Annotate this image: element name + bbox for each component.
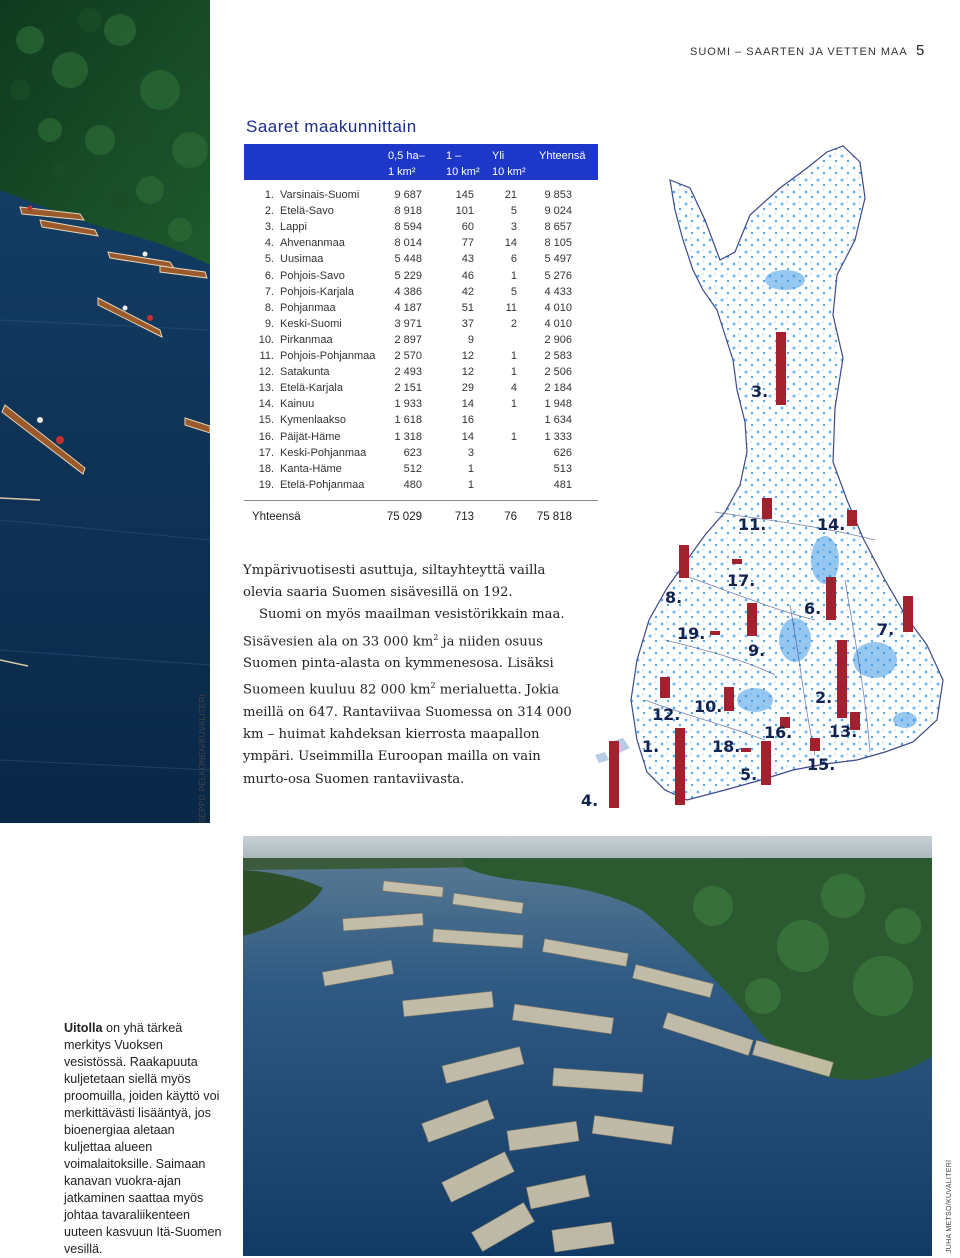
region-label: 18. — [712, 737, 741, 756]
row-number: 9. — [264, 317, 274, 330]
table-cell: 1 933 — [394, 398, 422, 411]
region-label: 1. — [642, 737, 660, 756]
bar-region-18 — [741, 748, 751, 752]
region-label: 11. — [738, 515, 767, 534]
region-label: 16. — [764, 723, 793, 742]
region-name: Pohjanmaa — [280, 301, 336, 314]
table-row — [244, 253, 598, 269]
table-cell: 1 — [510, 398, 517, 411]
table-cell: 6 — [510, 253, 517, 266]
bar-region-1 — [675, 728, 685, 805]
table-cell: 51 — [461, 301, 474, 314]
row-number: 2. — [264, 205, 274, 218]
bar-region-17 — [732, 559, 742, 564]
table-cell: 101 — [455, 205, 474, 218]
table-row — [244, 205, 598, 221]
region-label: 19. — [677, 624, 706, 643]
table-cell: 1 — [510, 430, 517, 443]
region-name: Uusimaa — [280, 253, 324, 266]
bar-region-10 — [724, 687, 734, 711]
table-cell: 8 918 — [394, 205, 422, 218]
table-cell: 42 — [461, 285, 474, 298]
column-header: Yhteensä — [539, 150, 586, 162]
table-row — [244, 463, 598, 479]
region-label: 3. — [751, 382, 769, 401]
bar-region-19 — [710, 631, 720, 635]
bar-region-3 — [776, 332, 786, 405]
table-row — [244, 189, 598, 205]
table-cell: 1 948 — [544, 398, 572, 411]
region-name: Kainuu — [280, 398, 315, 411]
table-cell: 8 014 — [394, 237, 422, 250]
table-cell: 5 229 — [394, 269, 422, 282]
region-name: Keski-Suomi — [280, 317, 342, 330]
bar-region-2 — [837, 640, 847, 718]
row-number: 18. — [258, 462, 274, 475]
total-cell: 76 — [504, 511, 517, 523]
region-name: Pohjois-Karjala — [280, 285, 354, 298]
table-cell: 4 — [510, 382, 517, 395]
region-label: 13. — [829, 722, 858, 741]
region-label: 12. — [652, 705, 681, 724]
body-paragraph: Ympärivuotisesti asuttuja, siltayhteyttä vailla olevia saaria Suomen sisävesillä on 192. — [243, 563, 546, 601]
region-label: 6. — [804, 599, 822, 618]
table-cell: 513 — [553, 462, 572, 475]
bar-region-4 — [609, 741, 619, 808]
table-cell: 2 570 — [394, 350, 422, 362]
table-cell: 9 853 — [544, 189, 572, 201]
photo-credit-left: SEPPO PELKONEN/KUVALITERI — [198, 693, 207, 823]
row-number: 3. — [264, 221, 274, 234]
table-cell: 46 — [461, 269, 474, 282]
table-cell: 2 184 — [544, 382, 572, 395]
table-header — [244, 144, 598, 180]
table-row — [244, 479, 598, 495]
table-cell: 481 — [553, 478, 572, 491]
table-cell: 4 386 — [394, 285, 422, 298]
table-cell: 8 594 — [394, 221, 422, 234]
region-label: 7. — [877, 620, 895, 639]
table-cell: 623 — [403, 446, 422, 459]
table-row — [244, 270, 598, 286]
region-label: 5. — [740, 765, 758, 784]
table-cell: 5 — [510, 205, 517, 218]
table-cell: 1 — [467, 462, 474, 475]
row-number: 12. — [258, 366, 274, 379]
region-name: Etelä-Savo — [280, 205, 334, 218]
region-name: Etelä-Karjala — [280, 382, 343, 395]
table-cell: 1 — [510, 366, 517, 379]
region-label: 14. — [817, 515, 846, 534]
table-cell: 9 — [467, 333, 474, 346]
row-number: 15. — [258, 414, 274, 427]
table-cell: 1 618 — [394, 414, 422, 427]
row-number: 4. — [264, 237, 274, 250]
region-name: Kanta-Häme — [280, 462, 342, 475]
region-name: Varsinais-Suomi — [280, 189, 360, 201]
table-cell: 12 — [461, 366, 474, 379]
table-cell: 3 — [467, 446, 474, 459]
table-cell: 1 333 — [544, 430, 572, 443]
table-row — [244, 350, 598, 366]
total-label: Yhteensä — [252, 511, 301, 523]
bar-region-8 — [679, 545, 689, 578]
table-cell: 9 687 — [394, 189, 422, 201]
table-cell: 43 — [461, 253, 474, 266]
table-cell: 4 010 — [544, 301, 572, 314]
photo-credit-bottom: JUHA METSO/KUVALITERI — [946, 1159, 953, 1253]
row-number: 14. — [258, 398, 274, 411]
row-number: 8. — [264, 301, 274, 314]
row-number: 16. — [258, 430, 274, 443]
table-cell: 2 — [510, 317, 517, 330]
table-cell: 12 — [461, 350, 474, 362]
column-header: 1 – 10 km² — [446, 150, 480, 178]
bar-region-14 — [847, 510, 857, 526]
table-row — [244, 447, 598, 463]
table-cell: 8 657 — [544, 221, 572, 234]
table-cell: 60 — [461, 221, 474, 234]
table-row — [244, 286, 598, 302]
table-cell: 77 — [461, 237, 474, 250]
table-cell: 3 — [510, 221, 517, 234]
table-cell: 29 — [461, 382, 474, 395]
photo-caption: Uitolla on yhä tärkeä merkitys Vuoksen vesistössä. Raakapuuta kuljetetaan siellä myös proomuilla, joiden käyttö voi merkittävästi lisääntyä, jos bioenergiaa aletaan kuljettaa alueen voimalaitoksille. Saimaan kanavan vuokra-ajan jatkaminen saattaa myös johtaa tavaraliikenteen uuteen kasvuun Itä-Suomen vesillä. — [64, 1021, 222, 1256]
rowing-boats-photo — [0, 0, 210, 823]
row-number: 13. — [258, 382, 274, 395]
table-cell: 512 — [403, 462, 422, 475]
region-label: 15. — [807, 755, 836, 774]
row-number: 5. — [264, 253, 274, 266]
total-cell: 75 029 — [386, 511, 422, 523]
table-cell: 1 634 — [544, 414, 572, 427]
table-cell: 3 971 — [394, 317, 422, 330]
region-name: Keski-Pohjanmaa — [280, 446, 367, 459]
table-cell: 21 — [504, 189, 517, 201]
table-row — [244, 237, 598, 253]
body-paragraph: Suomi on myös maailman vesistörikkain maa. Sisävesien ala on 33 000 $km^2$ ja niiden osuus Suomen pinta-alasta on kymmenesosa. Lisäksi Suomeen kuuluu 82 000 $km^2$ merialuetta. Jokia meillä on 647. Rantaviivaa Suomessa on 314 000 km – huimat kahdeksan kierrosta maapallon ympäri. Useimmilla Euroopan mailla on vain murto-osa Suomen rantaviivasta. — [243, 607, 572, 787]
region-name: Etelä-Pohjanmaa — [280, 478, 365, 491]
region-label: 8. — [665, 588, 683, 607]
column-header: 0,5 ha– 1 km² — [388, 150, 425, 178]
table-cell: 2 493 — [394, 366, 422, 379]
table-cell: 2 897 — [394, 333, 422, 346]
table-cell: 2 583 — [544, 350, 572, 362]
region-label: 17. — [727, 571, 756, 590]
total-cell: 75 818 — [536, 511, 572, 523]
table-cell: 4 187 — [394, 301, 422, 314]
region-label: 10. — [694, 697, 723, 716]
body-text — [243, 560, 583, 791]
table-cell: 480 — [403, 478, 422, 491]
table-cell: 14 — [461, 398, 474, 411]
region-label: 2. — [815, 688, 833, 707]
table-title: Saaret maakunnittain — [246, 117, 417, 136]
region-name: Päijät-Häme — [280, 430, 341, 443]
row-number: 7. — [264, 285, 274, 298]
table-cell: 2 506 — [544, 366, 572, 379]
table-total-row — [244, 511, 598, 527]
table-cell: 626 — [553, 446, 572, 459]
table-cell: 2 151 — [394, 382, 422, 395]
table-cell: 145 — [455, 189, 474, 201]
finland-water-map — [575, 140, 960, 820]
bar-region-6 — [826, 577, 836, 620]
table-cell: 5 276 — [544, 269, 572, 282]
column-header: Yli 10 km² — [492, 150, 526, 178]
row-number: 10. — [258, 333, 274, 346]
table-cell: 4 433 — [544, 285, 572, 298]
row-number: 1. — [264, 189, 274, 201]
table-row — [244, 431, 598, 447]
table-row — [244, 318, 598, 334]
row-number: 19. — [258, 478, 274, 491]
region-name: Kymenlaakso — [280, 414, 347, 427]
bar-region-7 — [903, 596, 913, 632]
log-rafts-photo — [243, 836, 932, 1256]
table-cell: 16 — [461, 414, 474, 427]
region-name: Pirkanmaa — [280, 333, 333, 346]
table-cell: 5 448 — [394, 253, 422, 266]
table-cell: 2 906 — [544, 333, 572, 346]
region-name: Pohjois-Pohjanmaa — [280, 350, 376, 362]
region-label: 9. — [748, 641, 766, 660]
running-head: SUOMI – SAARTEN JA VETTEN MAA — [690, 46, 908, 58]
table-divider — [244, 500, 598, 501]
table-row — [244, 221, 598, 237]
table-row — [244, 398, 598, 414]
table-cell: 5 — [510, 285, 517, 298]
table-cell: 11 — [505, 301, 517, 314]
table-cell: 14 — [461, 430, 474, 443]
total-cell: 713 — [454, 511, 474, 523]
bar-region-9 — [747, 603, 757, 636]
region-name: Ahvenanmaa — [280, 237, 345, 250]
region-name: Lappi — [280, 221, 307, 234]
row-number: 17. — [258, 446, 274, 459]
table-cell: 1 — [510, 269, 517, 282]
table-cell: 5 497 — [544, 253, 572, 266]
table-cell: 4 010 — [544, 317, 572, 330]
region-name: Pohjois-Savo — [280, 269, 345, 282]
table-row — [244, 414, 598, 430]
table-cell: 1 318 — [394, 430, 422, 443]
finland-outline — [631, 146, 943, 800]
table-row — [244, 302, 598, 318]
bar-region-15 — [810, 738, 820, 751]
table-row — [244, 382, 598, 398]
region-label: 4. — [581, 791, 599, 810]
table-cell: 1 — [510, 350, 517, 362]
table-row — [244, 334, 598, 350]
table-row — [244, 366, 598, 382]
table-cell: 37 — [461, 317, 474, 330]
table-cell: 14 — [504, 237, 517, 250]
row-number: 11. — [259, 350, 274, 362]
table-cell: 1 — [467, 478, 474, 491]
table-cell: 9 024 — [544, 205, 572, 218]
bar-region-5 — [761, 741, 771, 785]
page-number: 5 — [916, 42, 925, 59]
bar-region-12 — [660, 677, 670, 698]
region-name: Satakunta — [280, 366, 330, 379]
table-cell: 8 105 — [544, 237, 572, 250]
row-number: 6. — [264, 269, 274, 282]
